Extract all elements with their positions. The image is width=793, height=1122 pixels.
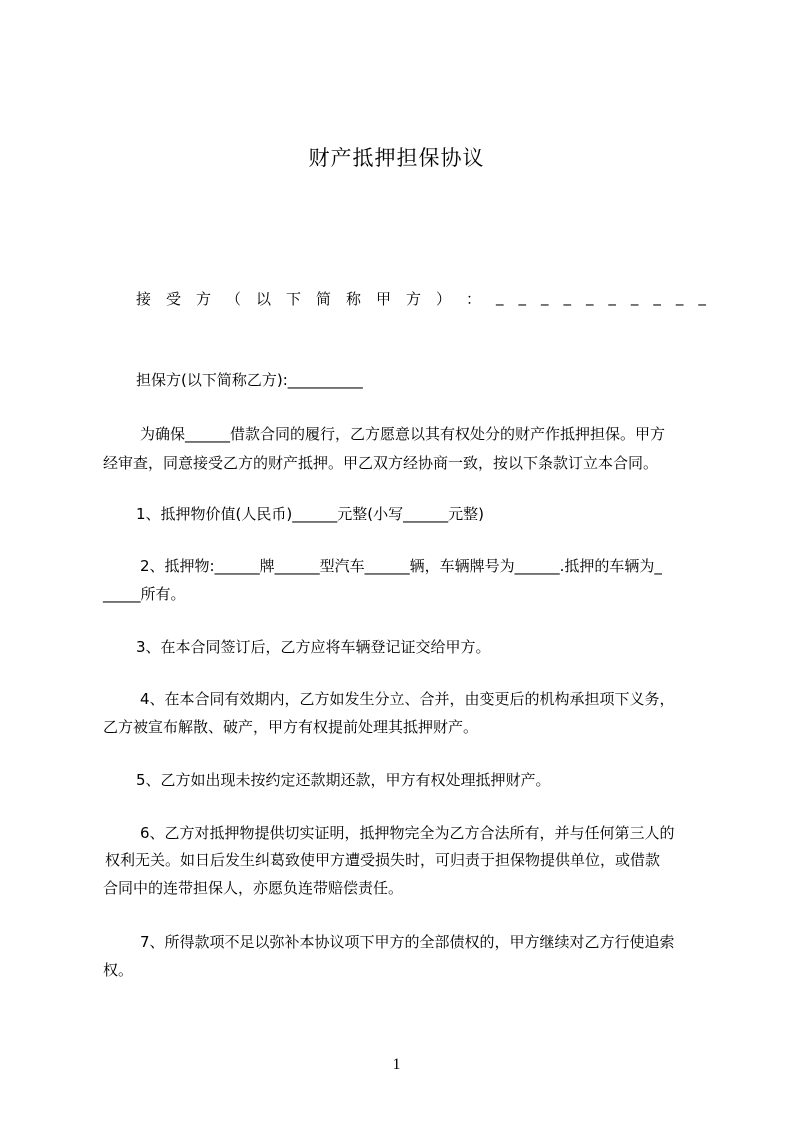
clause-4-line-1: 4、在本合同有效期内，乙方如发生分立、合并，由变更后的机构承担项下义务， bbox=[140, 690, 675, 708]
page-number: 1 bbox=[392, 1056, 401, 1073]
party-a-char: _ bbox=[698, 288, 706, 306]
intro-line-2: 经审查，同意接受乙方的财产抵押。甲乙双方经协商一致，按以下条款订立本合同。 bbox=[103, 454, 659, 472]
party-a-char: 甲 bbox=[376, 290, 392, 308]
clause-3: 3、在本合同签订后，乙方应将车辆登记证交给甲方。 bbox=[136, 638, 491, 656]
party-a-char: _ bbox=[608, 288, 616, 306]
party-a-char: 称 bbox=[346, 290, 362, 308]
party-b-line: 担保方(以下简称乙方):__________ bbox=[136, 371, 363, 389]
party-a-char: 简 bbox=[316, 290, 332, 308]
clause-2-line-2: _____所有。 bbox=[103, 585, 186, 603]
clause-7-line-2: 权。 bbox=[103, 961, 134, 979]
clause-7-line-1: 7、所得款项不足以弥补本协议项下甲方的全部债权的，甲方继续对乙方行使追索 bbox=[140, 933, 675, 951]
party-a-char: _ bbox=[518, 288, 526, 306]
party-a-char: ） bbox=[436, 290, 452, 308]
party-a-char: _ bbox=[563, 288, 571, 306]
clause-2-line-1: 2、抵押物:______牌______型汽车______辆，车辆牌号为______.抵押的车辆为_ bbox=[140, 557, 662, 575]
clause-1: 1、抵押物价值(人民币)______元整(小写______元整) bbox=[136, 505, 484, 523]
party-a-char: _ bbox=[653, 288, 661, 306]
clause-6-line-3: 合同中的连带担保人，亦愿负连带赔偿责任。 bbox=[103, 879, 404, 897]
party-a-char: 方 bbox=[406, 290, 422, 308]
intro-line-1: 为确保______借款合同的履行，乙方愿意以其有权处分的财产作抵押担保。甲方 bbox=[140, 425, 666, 443]
document-title: 财产抵押担保协议 bbox=[308, 146, 485, 170]
party-a-char: ： bbox=[466, 290, 482, 308]
party-a-char: _ bbox=[540, 288, 549, 306]
party-a-char: _ bbox=[675, 288, 684, 306]
clause-4-line-2: 乙方被宣布解散、破产，甲方有权提前处理其抵押财产。 bbox=[103, 718, 479, 736]
party-a-char: _ bbox=[585, 288, 594, 306]
party-a-char: （ bbox=[226, 290, 242, 308]
party-a-char: 受 bbox=[166, 290, 182, 308]
party-a-char: 下 bbox=[286, 290, 302, 308]
party-a-line bbox=[136, 288, 706, 309]
party-a-char: 方 bbox=[196, 290, 212, 308]
clause-6-line-2: 权利无关。如日后发生纠葛致使甲方遭受损失时，可归责于担保物提供单位，或借款 bbox=[105, 851, 661, 869]
clause-6-line-1: 6、乙方对抵押物提供切实证明，抵押物完全为乙方合法所有，并与任何第三人的 bbox=[140, 824, 675, 842]
party-a-char: _ bbox=[630, 288, 639, 306]
party-a-char: _ bbox=[496, 288, 504, 306]
party-a-char: 接 bbox=[136, 290, 152, 308]
party-a-char: 以 bbox=[256, 290, 272, 308]
clause-5: 5、乙方如出现未按约定还款期还款，甲方有权处理抵押财产。 bbox=[136, 771, 551, 789]
